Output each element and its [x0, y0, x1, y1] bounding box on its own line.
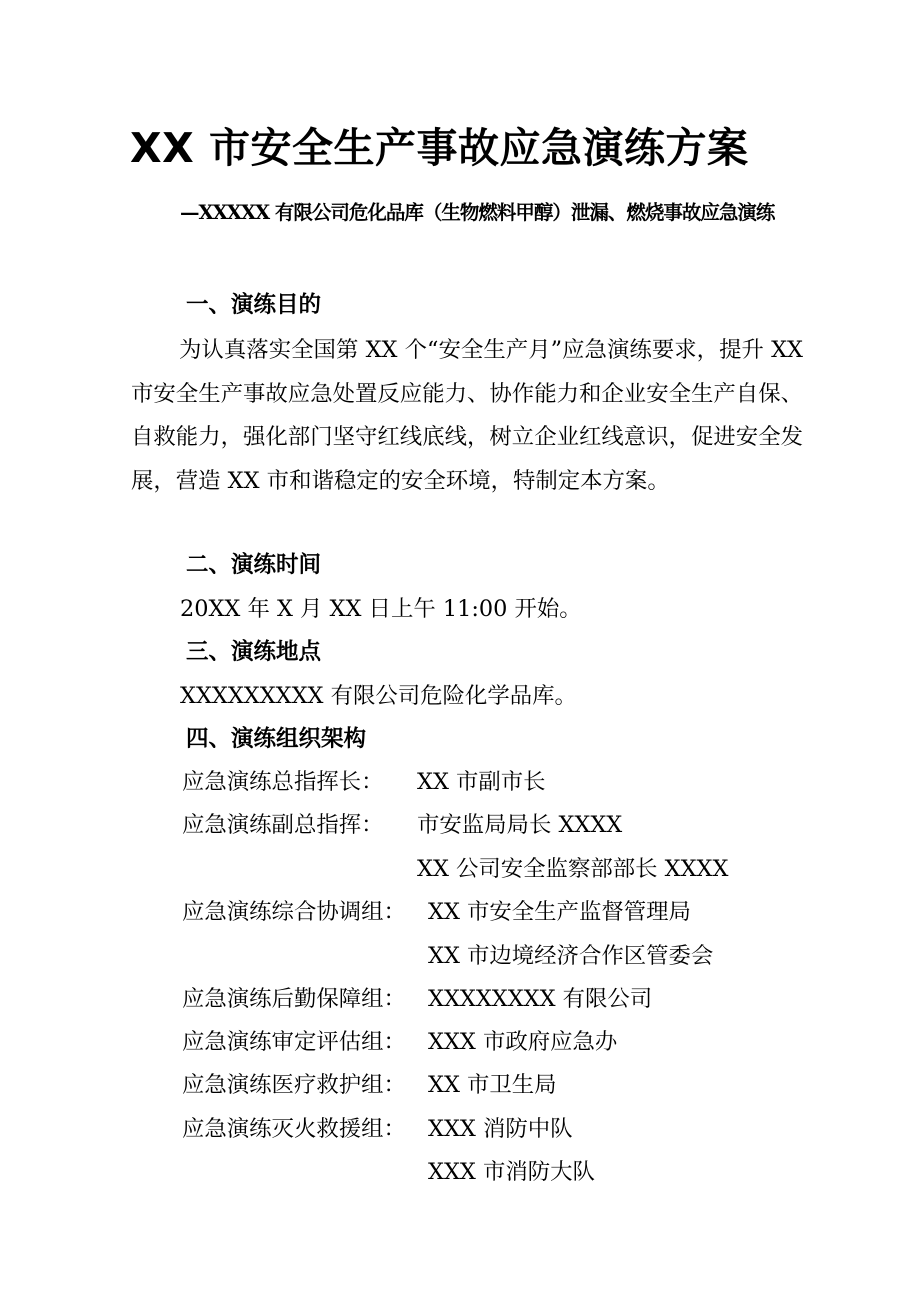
role-label-commander: 应急演练总指挥长： — [182, 769, 384, 795]
section-body-location: XXXXXXXXX 有限公司危险化学品库。 — [180, 683, 577, 709]
role-label-logistics: 应急演练后勤保障组： — [182, 986, 406, 1012]
role-member-coordination-1: XX 市安全生产监督管理局 — [428, 899, 691, 925]
section-heading-organization: 四、演练组织架构 — [186, 726, 367, 752]
role-label-evaluation: 应急演练审定评估组： — [182, 1029, 406, 1055]
section-heading-time: 二、演练时间 — [186, 552, 322, 578]
role-member-logistics: XXXXXXXX 有限公司 — [428, 986, 653, 1012]
role-member-evaluation: XXX 市政府应急办 — [428, 1029, 618, 1055]
role-label-deputy-commander: 应急演练副总指挥： — [182, 812, 384, 838]
role-label-fire-rescue: 应急演练灭火救援组： — [182, 1116, 406, 1142]
role-label-coordination: 应急演练综合协调组： — [182, 899, 406, 925]
role-member-commander: XX 市副市长 — [417, 769, 546, 795]
section-heading-purpose: 一、演练目的 — [186, 292, 322, 318]
role-member-coordination-2: XX 市边境经济合作区管委会 — [428, 943, 714, 969]
section-heading-location: 三、演练地点 — [186, 639, 322, 665]
role-member-fire-rescue-2: XXX 市消防大队 — [428, 1159, 595, 1185]
section-body-time: 20XX 年 X 月 XX 日上午 11:00 开始。 — [180, 596, 582, 622]
role-member-deputy-commander-2: XX 公司安全监察部部长 XXXX — [417, 856, 729, 882]
role-label-medical: 应急演练医疗救护组： — [182, 1072, 406, 1098]
role-member-deputy-commander-1: 市安监局局长 XXXX — [417, 812, 623, 838]
role-member-fire-rescue-1: XXX 消防中队 — [428, 1116, 573, 1142]
section-body-purpose: 为认真落实全国第 XX 个“安全生产月”应急演练要求，提升 XX 市安全生产事故应急处置反应能力、协作能力和企业安全生产自保、自救能力，强化部门坚守红线底线，树立企业红线意识，促进安全发展，营造 XX 市和谐稳定的安全环境，特制定本方案。 — [131, 337, 803, 494]
document-title: XX 市安全生产事故应急演练方案 — [130, 124, 749, 172]
document-subtitle: —XXXXX 有限公司危化品库（生物燃料甲醇）泄漏、燃烧事故应急演练 — [180, 201, 775, 224]
role-member-medical: XX 市卫生局 — [428, 1072, 557, 1098]
